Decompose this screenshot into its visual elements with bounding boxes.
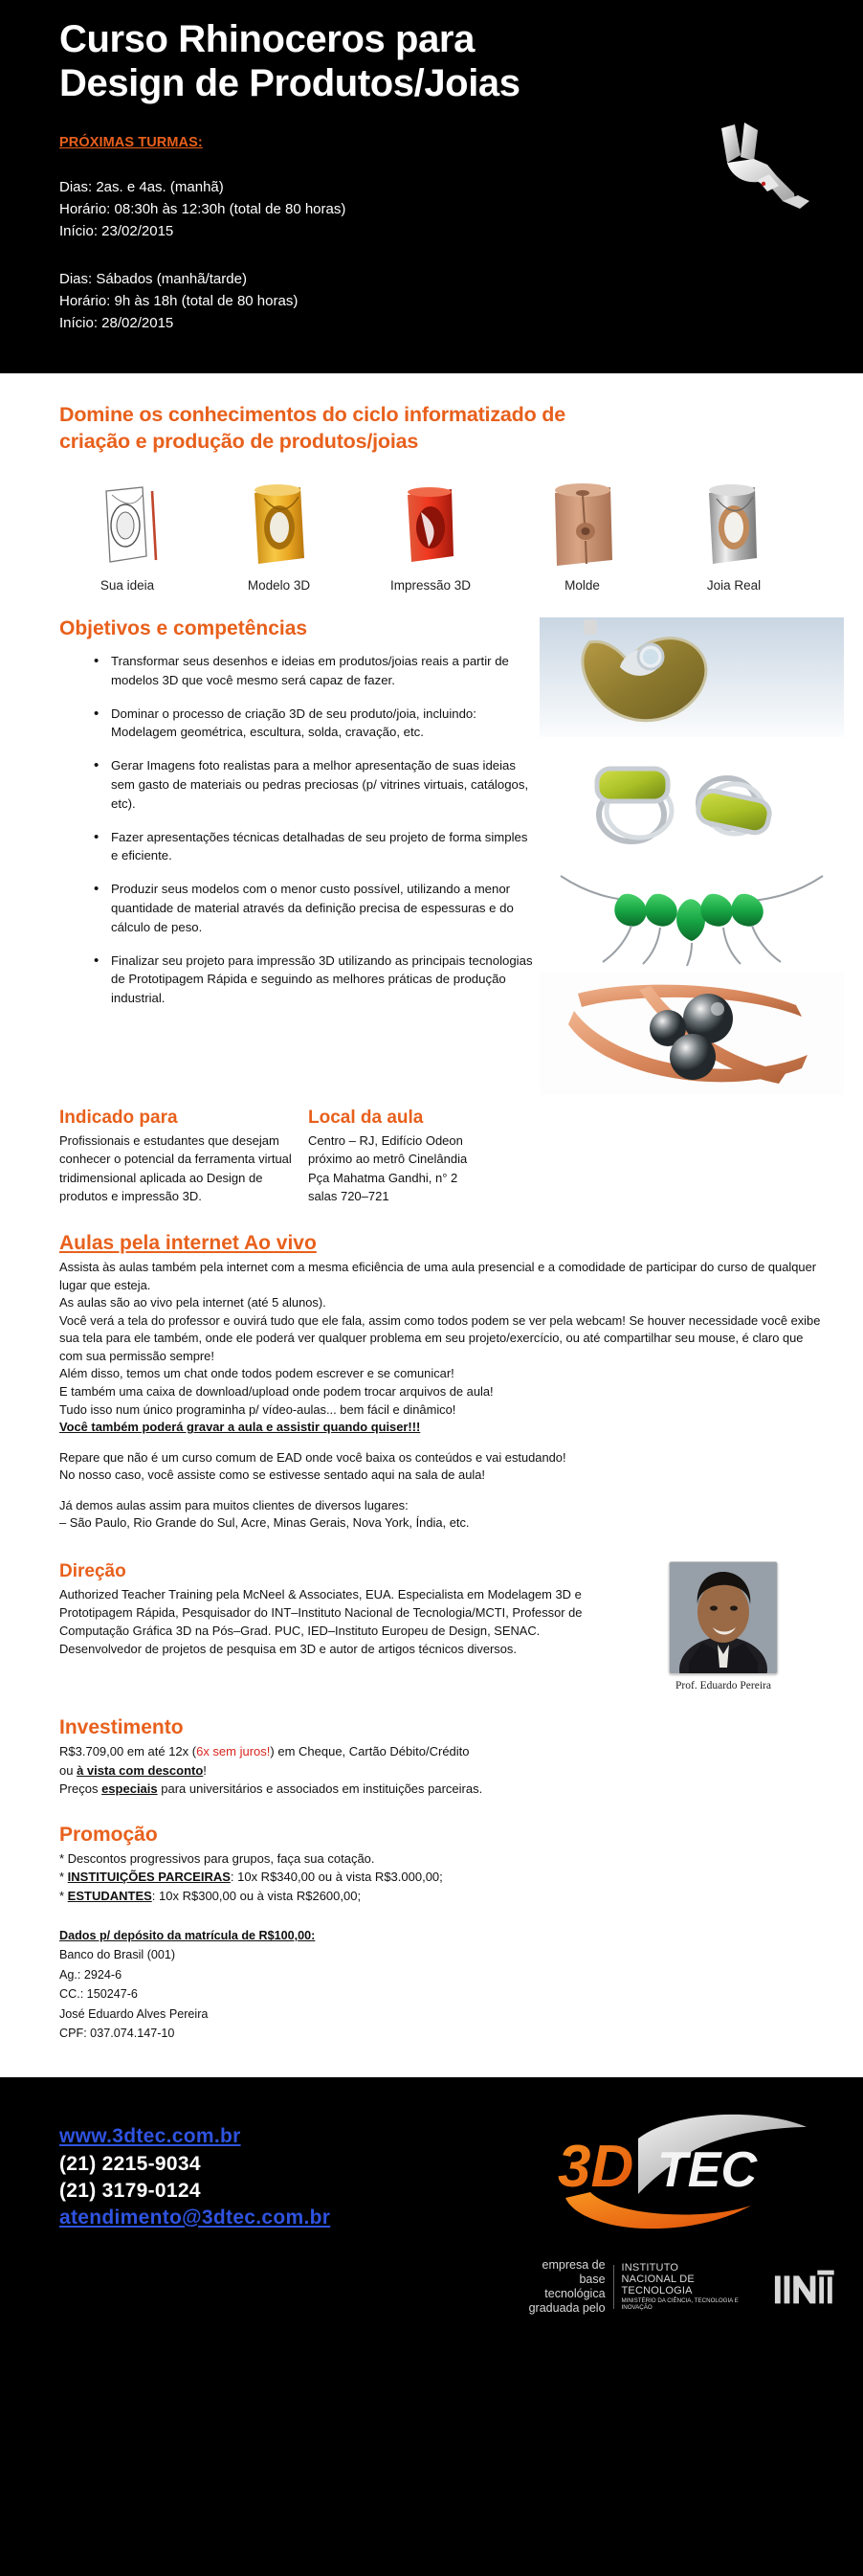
internet-p1: Assista às aulas também pela internet com a mesma eficiência de uma aula presencial e a comodidade de participar do curso de qualquer lugar que esteja. [59, 1259, 817, 1292]
int-badge-right-text [622, 2262, 766, 2313]
indicado-heading: Indicado para [59, 1108, 178, 1129]
domine-headline [0, 373, 863, 455]
gold-heart-pendant-image-icon [540, 617, 844, 737]
internet-p8: Repare que não é um curso comum de EAD onde você baixa os conteúdos e vai estudando! [59, 1449, 566, 1465]
list-item: • Dominar o processo de criação 3D de seu produto/joia, incluindo: Modelagem geométrica, escultura, solda, cravação, etc. [94, 705, 536, 743]
footer-logo-area [519, 2106, 834, 2315]
promocao-star-2: * [59, 1870, 68, 1885]
internet-p7-highlight: Você também poderá gravar a aula e assistir quando quiser!!! [59, 1420, 421, 1435]
internet-p3: Você verá a tela do professor e ouvirá tudo que ele fala, assim como todos podem se ver pela webcam! Se houver necessidade você exibe sua tela para ele também, onde ele poderá ver qualquer problema em seu projeto/exercício, ou até compartilhar seu mouse, é claro que com sua permissão sempre! [59, 1312, 821, 1363]
local-heading: Local da aula [308, 1108, 424, 1129]
investimento-desconto: à vista com desconto [77, 1762, 204, 1778]
turma2-horario: Horário: 9h às 18h (total de 80 horas) [59, 292, 299, 309]
objetivos-heading: Objetivos e competências [59, 617, 308, 640]
header-section [0, 0, 863, 373]
promocao-line-2 [59, 1868, 825, 1887]
investimento-especiais: especiais [101, 1781, 158, 1797]
investimento-heading: Investimento [59, 1716, 184, 1739]
promocao-estudantes-price: : 10x R$300,00 ou à vista R$2600,00; [151, 1888, 362, 1903]
investimento-line-3 [59, 1780, 825, 1799]
deposito-agencia: Ag.: 2924-6 [59, 1967, 122, 1982]
domine-line2: criação e produção de produtos/joias [59, 429, 419, 453]
badge-line-3: graduada pelo [528, 2300, 606, 2315]
badge-line-1: empresa de [542, 2258, 606, 2273]
cycle-caption: Joia Real [706, 578, 762, 594]
professor-name-caption: Prof. Eduardo Pereira [675, 1680, 771, 1692]
deposito-heading: Dados p/ depósito da matrícula de R$100,00: [59, 1929, 316, 1943]
promocao-instituicoes-label: INSTITUIÇÕES PARCEIRAS [67, 1870, 231, 1885]
course-title-line1: Curso Rhinoceros para [59, 18, 475, 60]
direcao-text: Authorized Teacher Training pela McNeel & Associates, EUA. Especialista em Modelagem 3D e Prototipagem Rápida, Pesquisador do INT–Instituto Nacional de Tecnologia/MCTI, Professor de Computação Gráfica 3D na Pós–Grad. PUC, IED–Instituto Europeu de Design, SENAC. Desenvolvedor de projetos de pesquisa em 3D e autor de artigos técnicos diversos. [59, 1587, 583, 1657]
list-item: • Produzir seus modelos com o menor custo possível, utilizando a menor quantidade de material através da definição precisa de espessuras e do cálculo de peso. [94, 880, 536, 936]
cycle-item [511, 476, 654, 593]
website-link[interactable]: www.3dtec.com.br [59, 2125, 241, 2148]
indicado-para-block [59, 1108, 308, 1205]
investimento-line-2 [59, 1761, 825, 1781]
domine-line1: Domine os conhecimentos do ciclo informatizado de [59, 403, 565, 426]
internet-p2: As aulas são ao vivo pela internet (até 5 alunos). [59, 1295, 326, 1310]
int-badge-left-text [519, 2258, 606, 2315]
badge-divider [613, 2265, 614, 2309]
internet-p5: E também uma caixa de download/upload onde podem trocar arquivos de aula! [59, 1384, 494, 1400]
professor-portrait-photo-icon [669, 1561, 778, 1674]
investimento-payment-methods: ) em Cheque, Cartão Débito/Crédito [270, 1744, 470, 1759]
list-item: • Gerar Imagens foto realistas para a melhor apresentação de suas ideias sem gasto de materiais ou pedras preciosas (p/ vitrines virtuais, catálogos, etc). [94, 756, 536, 813]
green-gem-rings-image-icon [540, 740, 844, 860]
direcao-heading: Direção [59, 1561, 126, 1582]
turma2-inicio: Início: 28/02/2015 [59, 315, 174, 332]
turma-block-2 [59, 268, 863, 335]
deposito-cpf: CPF: 037.074.147-10 [59, 2027, 175, 2041]
promocao-instituicoes-price: : 10x R$340,00 ou à vista R$3.000,00; [230, 1870, 443, 1885]
turma1-inicio: Início: 23/02/2015 [59, 223, 174, 240]
aulas-internet-section [0, 1205, 863, 1533]
phone-1: (21) 2215-9034 [59, 2152, 201, 2175]
objetivos-list [59, 652, 536, 1008]
cycle-item [359, 476, 502, 593]
promocao-line-1: * Descontos progressivos para grupos, faça sua cotação. [59, 1850, 375, 1866]
green-gem-necklace-image-icon [540, 862, 844, 970]
cycle-caption: Modelo 3D [247, 578, 311, 594]
list-item: • Transformar seus desenhos e ideias em produtos/joias reais a partir de modelos 3D que você mesmo será capaz de fazer. [94, 652, 536, 690]
cycle-caption: Impressão 3D [389, 578, 472, 594]
aulas-internet-heading: Aulas pela internet Ao vivo [59, 1231, 317, 1254]
investimento-section [0, 1691, 863, 1799]
deposito-conta: CC.: 150247-6 [59, 1987, 138, 2002]
objetivos-section [0, 596, 863, 1098]
footer-section [0, 2077, 863, 2317]
email-link[interactable]: atendimento@3dtec.com.br [59, 2206, 331, 2229]
cycle-item [55, 476, 199, 593]
course-title-line2: Design de Produtos/Joias [59, 62, 520, 105]
investimento-exclaim: ! [203, 1762, 207, 1778]
mold-image-icon [511, 476, 654, 570]
jewelry-gallery [536, 617, 852, 1098]
turma1-dias: Dias: 2as. e 4as. (manhã) [59, 178, 224, 195]
internet-p10: Já demos aulas assim para muitos clientes de diversos lugares: [59, 1497, 409, 1512]
local-line-3: Pça Mahatma Gandhi, n° 2 [308, 1170, 458, 1185]
local-line-1: Centro – RJ, Edifício Odeon [308, 1133, 463, 1149]
int-mark-icon [773, 2268, 834, 2306]
investimento-ou: ou [59, 1762, 77, 1778]
cycle-caption: Sua ideia [100, 578, 155, 594]
promocao-estudantes-label: ESTUDANTES [67, 1888, 152, 1903]
sketch-ring-image-icon [55, 476, 199, 570]
logo-text-3d: 3D [558, 2134, 634, 2201]
logo-text-tec: TEC [657, 2142, 757, 2199]
main-content [0, 373, 863, 2077]
phone-2: (21) 3179-0124 [59, 2179, 201, 2202]
production-cycle-row [0, 455, 863, 596]
investimento-precos: Preços [59, 1781, 102, 1797]
list-item: • Finalizar seu projeto para impressão 3D utilizando as principais tecnologias de Prototipagem Rápida e seguindo as melhores práticas de produção industrial. [94, 952, 536, 1008]
red-resin-print-image-icon [359, 476, 502, 570]
local-line-4: salas 720–721 [308, 1188, 389, 1203]
list-item: • Fazer apresentações técnicas detalhadas de seu projeto de forma simples e eficiente. [94, 828, 536, 866]
int-line-1: INSTITUTO [621, 2261, 679, 2274]
int-badge [519, 2258, 834, 2315]
gold-3d-model-image-icon [208, 476, 351, 570]
direcao-text-column [59, 1561, 595, 1691]
rose-gold-pearl-ring-image-icon [540, 973, 844, 1095]
cycle-item [662, 476, 806, 593]
internet-p11: – São Paulo, Rio Grande do Sul, Acre, Minas Gerais, Nova York, Índia, etc. [59, 1515, 470, 1531]
objetivos-text-column [0, 617, 536, 1098]
turma1-horario: Horário: 08:30h às 12:30h (total de 80 horas) [59, 201, 346, 218]
investimento-line-1 [59, 1742, 825, 1761]
cycle-caption: Molde [564, 578, 600, 594]
int-ministry-line: MINISTÉRIO DA CIÊNCIA, TECNOLOGIA E INOVAÇÃO [621, 2297, 739, 2312]
promocao-section [0, 1799, 863, 1906]
direcao-section [0, 1533, 863, 1691]
int-line-2: NACIONAL DE [621, 2273, 695, 2285]
investimento-price: R$3.709,00 em até 12x ( [59, 1744, 197, 1759]
internet-p9: No nosso caso, você assiste como se estivesse sentado aqui na sala de aula! [59, 1467, 485, 1483]
int-line-3: TECNOLOGIA [621, 2285, 693, 2297]
deposito-banco: Banco do Brasil (001) [59, 1948, 176, 1962]
page-title [59, 17, 863, 106]
badge-line-2: base tecnológica [544, 2273, 606, 2300]
rhinoceros-logo-icon [702, 117, 817, 213]
proximas-turmas-label: PRÓXIMAS TURMAS: [59, 134, 203, 150]
internet-p4: Além disso, temos um chat onde todos podem escrever e se comunicar! [59, 1366, 454, 1381]
deposito-titular: José Eduardo Alves Pereira [59, 2006, 209, 2021]
local-line-2: próximo ao metrô Cinelândia [308, 1152, 468, 1167]
promocao-line-3 [59, 1887, 825, 1906]
3dtec-logo-icon [523, 2106, 830, 2250]
real-jewel-image-icon [662, 476, 806, 570]
investimento-parceiras: para universitários e associados em instituições parceiras. [157, 1781, 483, 1797]
internet-p6: Tudo isso num único programinha p/ vídeo-aulas... bem fácil e dinâmico! [59, 1401, 456, 1417]
turma2-dias: Dias: Sábados (manhã/tarde) [59, 270, 247, 287]
direcao-photo-column [595, 1561, 834, 1691]
cycle-item [208, 476, 351, 593]
promocao-heading: Promoção [59, 1823, 158, 1846]
promocao-star-3: * [59, 1888, 68, 1903]
local-da-aula-block [308, 1108, 624, 1205]
indicado-local-row [0, 1098, 863, 1205]
indicado-text: Profissionais e estudantes que desejam conhecer o potencial da ferramenta virtual tridimensional aplicada ao Design de produtos e impressão 3D. [59, 1133, 292, 1203]
deposito-section [0, 1905, 863, 2068]
investimento-juros-note: 6x sem juros! [196, 1744, 271, 1759]
